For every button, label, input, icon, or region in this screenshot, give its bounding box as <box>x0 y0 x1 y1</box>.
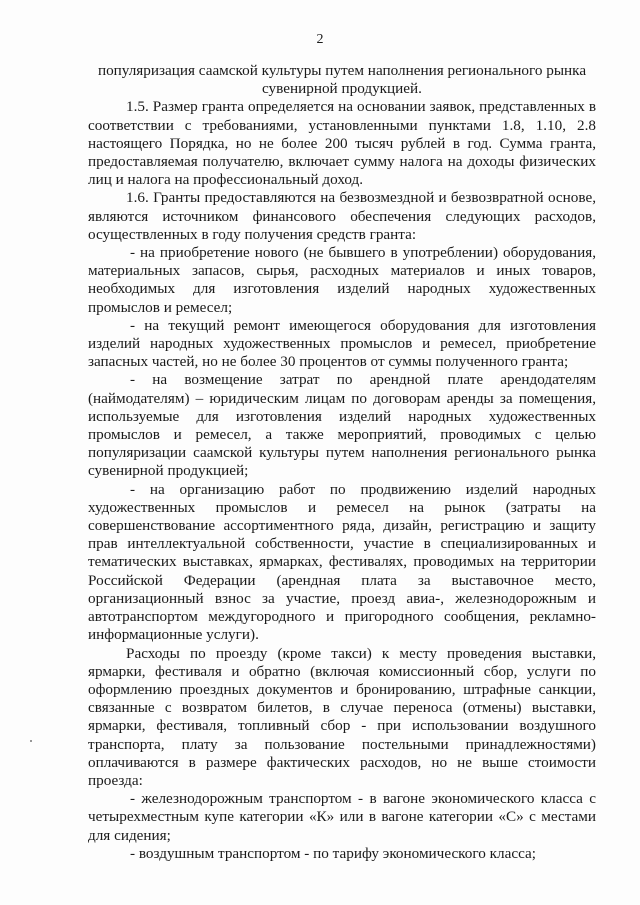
list-item-air: - воздушным транспортом - по тарифу экономического класса; <box>130 844 536 862</box>
list-item-rent: - на возмещение затрат по арендной плате арендодателям (наймодателям) – юридическим лицам по договорам аренды за помещения, используемые для изготовления изделий народных художественных промыслов и ремесел, а также мероприятий, проводимых с целью популяризации саамской культуры путем наполнения регионального рынка сувенирной продукцией; <box>88 371 596 480</box>
paragraph-1-6: 1.6. Гранты предоставляются на безвозмездной и безвозвратной основе, являются источником финансового обеспечения следующих расходов, осуществленных в году получения средств гранта: <box>88 189 596 243</box>
scan-speck <box>30 740 32 742</box>
paragraph-intro-continuation: популяризация саамской культуры путем наполнения регионального рынка сувенирной продукцией. <box>97 62 587 98</box>
list-item-repair: - на текущий ремонт имеющегося оборудования для изготовления изделий народных художественных промыслов и ремесел, приобретение запасных частей, но не более 30 процентов от суммы полученного гранта; <box>88 316 596 371</box>
list-item-rail: - железнодорожным транспортом - в вагоне экономического класса с четырехместным купе категории «К» или в вагоне категории «С» с местами для сидения; <box>88 790 596 844</box>
list-item-equipment: - на приобретение нового (не бывшего в употреблении) оборудования, материальных запасов, сырья, расходных материалов и иных товаров, необходимых для изготовления изделий народных художественных промыслов и ремесел; <box>88 244 596 316</box>
page-number: 2 <box>316 32 324 47</box>
paragraph-travel-expenses: Расходы по проезду (кроме такси) к месту проведения выставки, ярмарки, фестиваля и обратно (включая комиссионный сбор, услуги по оформлению проездных документов и бронированию, штрафные санкции, связанные с возвратом билетов, в случае переноса (отмены) выставки, ярмарки, фестиваля, топливный сбор - при использовании воздушного транспорта, плату за пользование постельными принадлежностями) оплачиваются в размере фактических расходов, но не выше стоимости проезда: <box>88 644 596 789</box>
paragraph-1-5: 1.5. Размер гранта определяется на основании заявок, представленных в соответствии с требованиями, установленными пунктами 1.8, 1.10, 2.8 настоящего Порядка, но не более 200 тысяч рублей в год. Сумма гранта, предоставляемая получателю, включает сумму налога на доходы физических лиц и налога на профессиональный доход. <box>88 98 596 189</box>
list-item-promotion: - на организацию работ по продвижению изделий народных художественных промыслов и ремесел на рынок (затраты на совершенствование ассортиментного ряда, дизайн, регистрацию и защиту прав интеллектуальной собственности, участие в специализированных и тематических выставках, ярмарках, фестивалях, проводимых на территории Российской Федерации (арендная плата за выставочное место, организационный взнос за участие, проезд авиа-, железнодорожным и автотранспортом междугородного и пригородного сообщения, рекламно-информационные услуги). <box>88 480 596 644</box>
document-body <box>88 62 596 863</box>
